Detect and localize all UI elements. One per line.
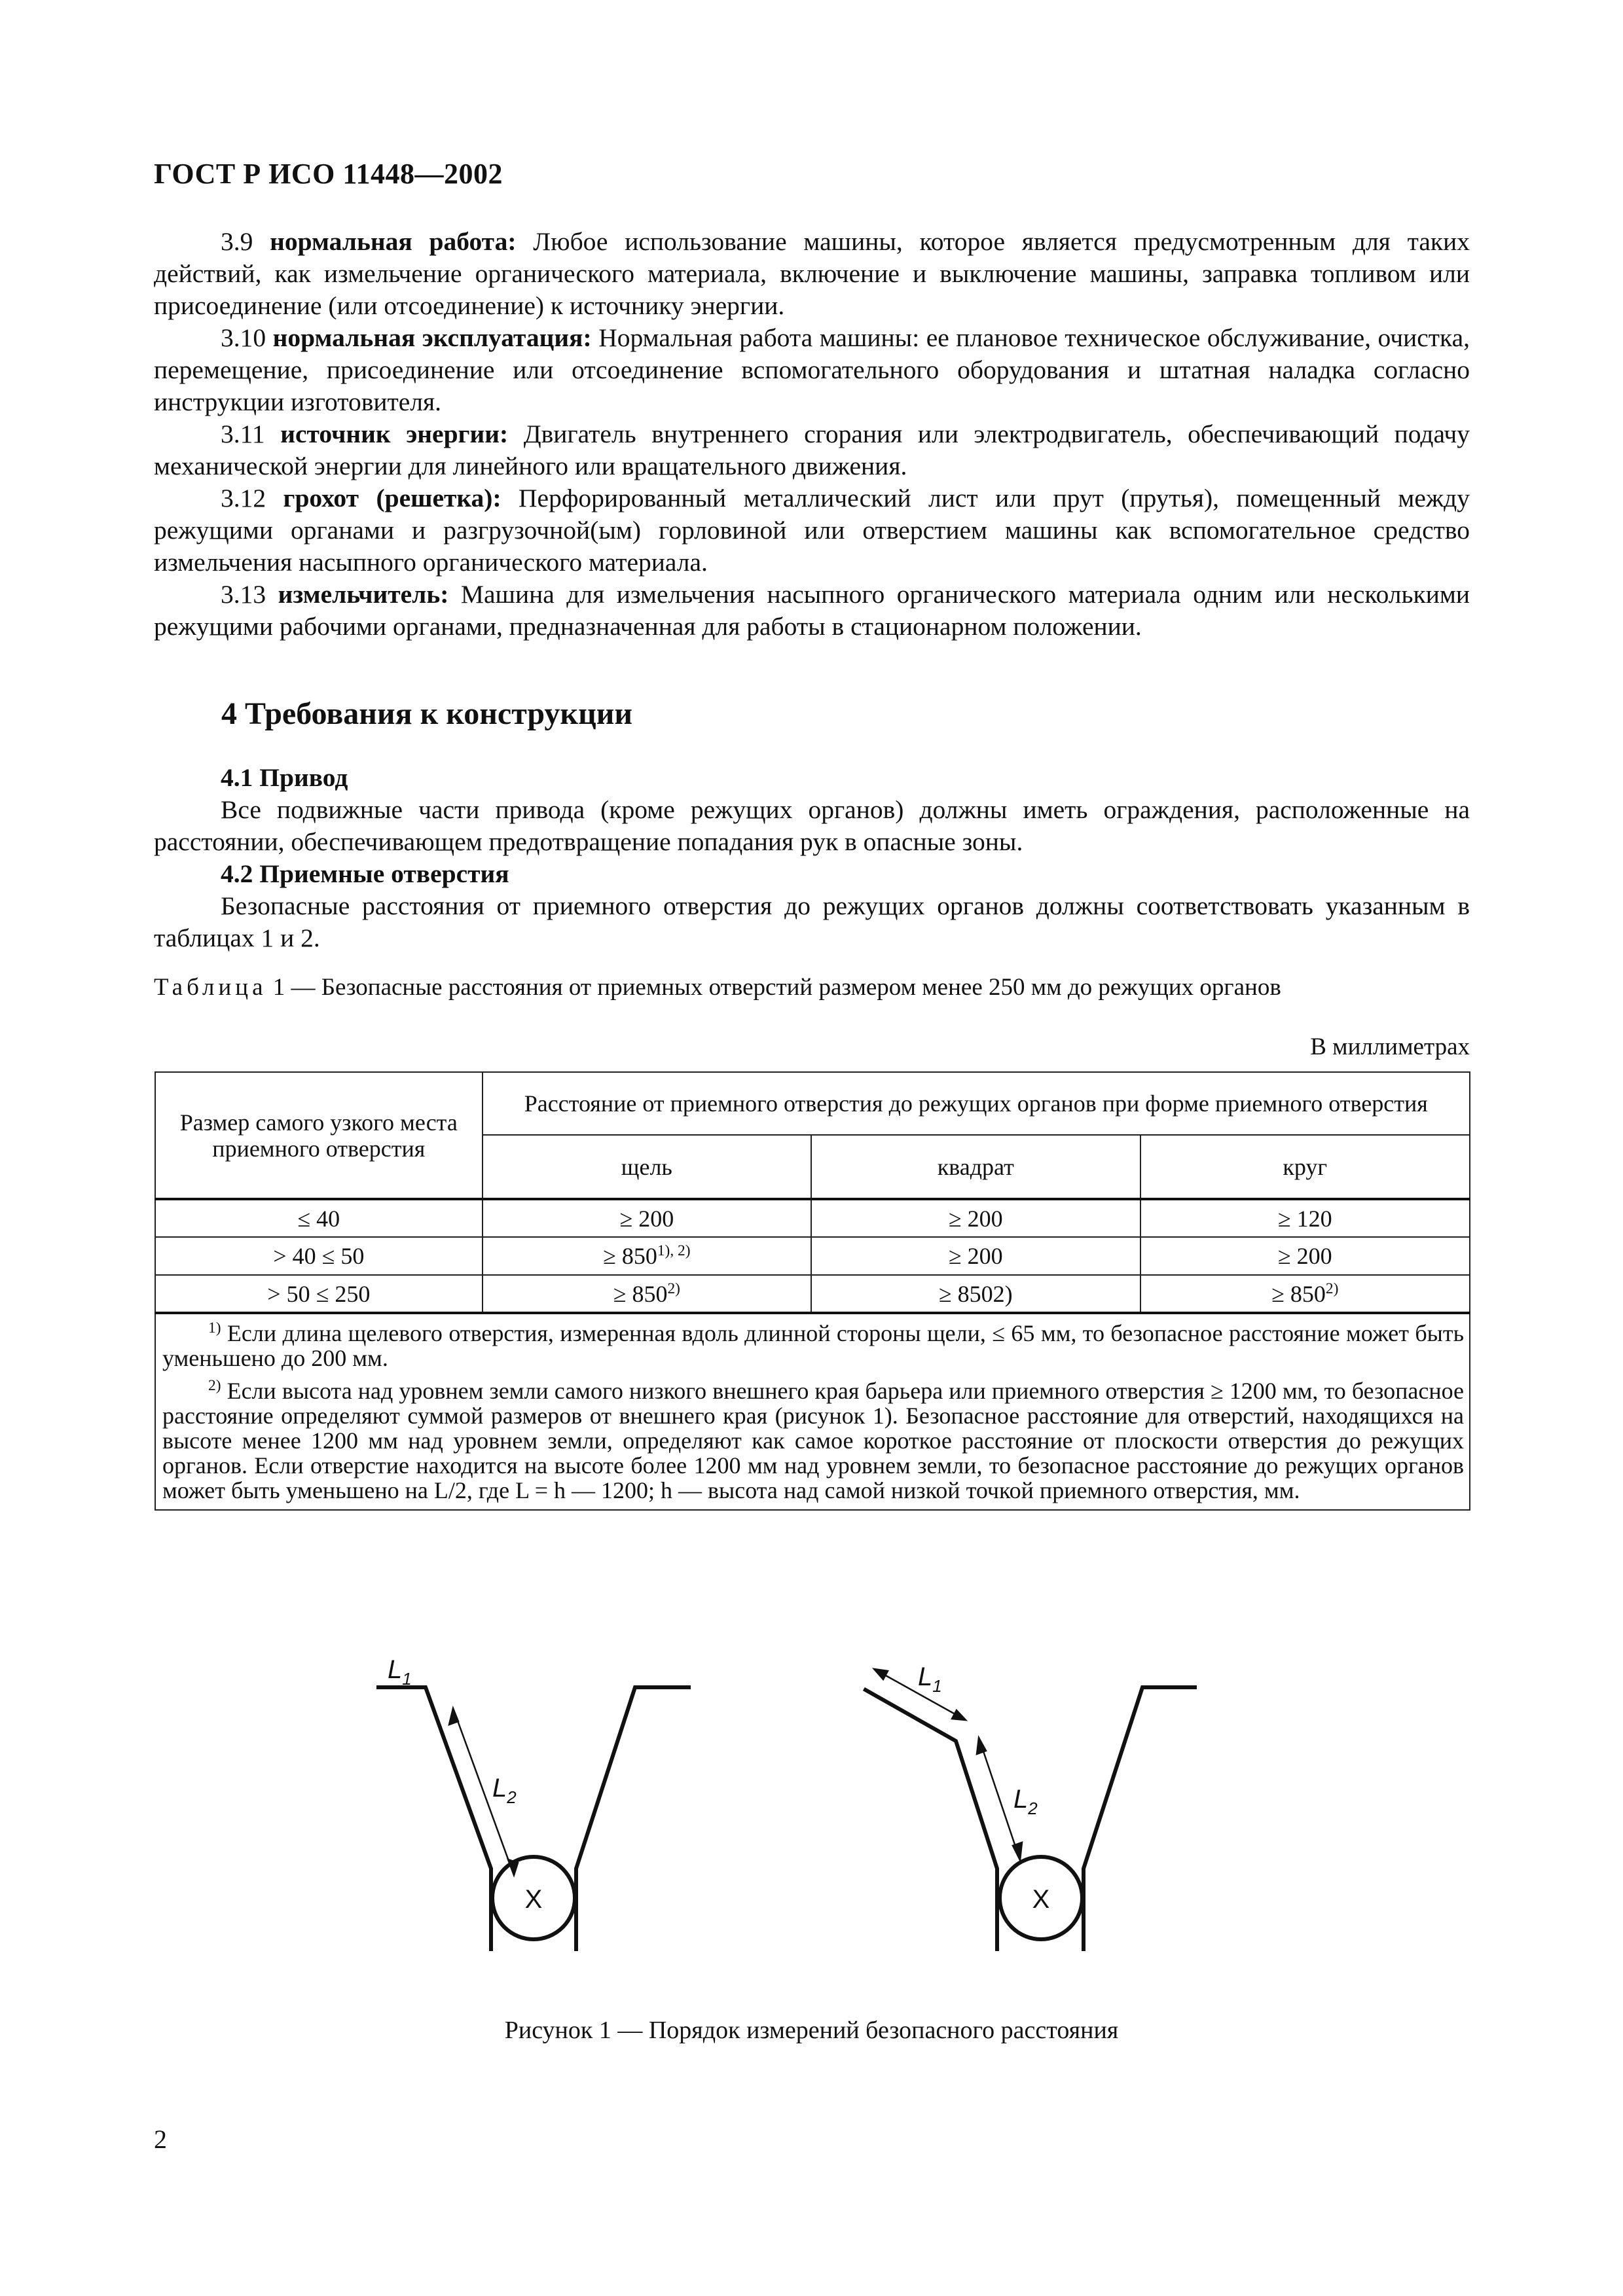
definition-item [154, 482, 1470, 579]
subsection-4-2-title: 4.2 Приемные отверстия [221, 859, 509, 888]
table-note-1: $^{1)}$ Если длина щелевого отверстия, измеренная вдоль длинной стороны щели, ≤ 65 мм, то безопасное расстояние может быть уменьшено до 200 мм. [162, 1319, 1464, 1371]
table-row [155, 1275, 1470, 1313]
label-L2: $L_2$ [492, 1774, 517, 1807]
cell-size: > 40 ≤ 50 [155, 1237, 483, 1275]
cell-square: ≥ 8502) [811, 1275, 1140, 1313]
cell-size: ≤ 40 [155, 1199, 483, 1237]
definition-number: 3.9 [221, 227, 253, 256]
cell-square: ≥ 200 [811, 1199, 1140, 1237]
cell-square: ≥ 200 [811, 1237, 1140, 1275]
table-caption-label: Таблица [154, 974, 267, 1001]
subsection-4-1-title: 4.1 Привод [221, 763, 348, 792]
definition-text: Нормальная работа машины: ее плановое техническое обслуживание, очистка, перемещение, присоединение или отсоединение вспомогательного оборудования и штатная наладка согласно инструкции изготовителя. [154, 323, 1470, 416]
definitions-block [154, 226, 1470, 643]
column-group-header: Расстояние от приемного отверстия до режущих органов при форме приемного отверстия [483, 1072, 1470, 1135]
definition-number: 3.10 [221, 323, 266, 352]
definition-number: 3.12 [221, 484, 266, 512]
section-4-body [154, 762, 1470, 954]
definition-term: нормальная эксплуатация: [272, 323, 592, 352]
table-caption-text: 1 — Безопасные расстояния от приемных отверстий размером менее 250 мм до режущих органов [266, 974, 1281, 1001]
definition-text: Любое использование машины, которое является предусмотренным для таких действий, как измельчение органического материала, включение и выключение машины, заправка топливом или присоединение (или отсоединение) к источнику энергии. [154, 227, 1470, 320]
column-header-circle: круг [1140, 1135, 1470, 1199]
definition-term: измельчитель: [278, 580, 449, 609]
hopper-left-wall [378, 1687, 491, 1949]
cell-slot: ≥ 200 [483, 1199, 811, 1237]
section-4-title: 4 Требования к конструкции [221, 696, 633, 731]
definition-term: нормальная работа: [270, 227, 517, 256]
definition-term: грохот (решетка): [283, 484, 501, 512]
definition-item [154, 418, 1470, 482]
definition-term: источник энергии: [280, 420, 509, 448]
hopper-right-wall [576, 1687, 689, 1949]
center-mark: X [524, 1885, 543, 1914]
definition-item [154, 579, 1470, 643]
column-header-slot: щель [483, 1135, 811, 1199]
column-header-size: Размер самого узкого места приемного отверстия [155, 1072, 483, 1199]
definition-number: 3.13 [221, 580, 266, 609]
definition-item [154, 226, 1470, 322]
hopper-left-wall-angled [866, 1690, 997, 1949]
definition-text: Машина для измельчения насыпного органического материала одним или несколькими режущими рабочими органами, предназначенная для работы в стационарном положении. [154, 580, 1470, 641]
table-row [155, 1237, 1470, 1275]
cell-slot: ≥ $850^{2)}$ [483, 1275, 811, 1313]
page-number: 2 [154, 2125, 167, 2154]
table-notes [155, 1313, 1470, 1510]
subsection-4-1-text: Все подвижные части привода (кроме режущих органов) должны иметь ограждения, расположенные на расстоянии, обеспечивающем предотвращение попадания рук в опасные зоны. [154, 795, 1470, 856]
label-L1: $L_1$ [388, 1655, 412, 1689]
figure-1-caption: Рисунок 1 — Порядок измерений безопасного расстояния [504, 2017, 1119, 2044]
definition-item [154, 322, 1470, 418]
center-mark: X [1032, 1885, 1050, 1914]
subsection-4-2-text: Безопасные расстояния от приемного отверстия до режущих органов должны соответствовать указанным в таблицах 1 и 2. [154, 891, 1470, 952]
definition-number: 3.11 [221, 420, 265, 448]
label-L2: $L_2$ [1013, 1785, 1038, 1818]
cell-size: > 50 ≤ 250 [155, 1275, 483, 1313]
cell-slot: ≥ $850^{1), 2)}$ [483, 1237, 811, 1275]
safe-distance-table [155, 1071, 1470, 1511]
definition-text: Перфорированный металлический лист или прут (прутья), помещенный между режущими органами и разгрузочной(ым) горловиной или отверстием машины как вспомогательное средство измельчения насыпного органического материала. [154, 484, 1470, 577]
table-1-caption [154, 972, 1470, 1003]
table-units: В миллиметрах [1310, 1033, 1470, 1060]
column-header-square: квадрат [811, 1135, 1140, 1199]
table-note-2: $^{2)}$ Если высота над уровнем земли самого низкого внешнего края барьера или приемного отверстия ≥ 1200 мм, то безопасное расстояние определяют суммой размеров от внешнего края (рисунок 1). Безопасное расстояние для отверстий, находящихся на высоте менее 1200 мм над уровнем земли, определяют как самое короткое расстояние от плоскости отверстия до режущих органов. Если отверстие находится на высоте более 1200 мм над уровнем земли, то безопасное расстояние до режущих органов может быть уменьшено на L/2, где L = h — 1200; h — высота над самой низкой точкой приемного отверстия, мм. [162, 1377, 1464, 1503]
figure-1-diagram [354, 1636, 1270, 1977]
cell-circle: ≥ $850^{2)}$ [1140, 1275, 1470, 1313]
cell-circle: ≥ 120 [1140, 1199, 1470, 1237]
definition-text: Двигатель внутреннего сгорания или электродвигатель, обеспечивающий подачу механической энергии для линейного или вращательного движения. [154, 420, 1470, 480]
document-header: ГОСТ Р ИСО 11448—2002 [154, 158, 503, 190]
table-row [155, 1199, 1470, 1237]
label-L1: $L_1$ [918, 1662, 942, 1696]
hopper-right-wall [1084, 1687, 1195, 1949]
cell-circle: ≥ 200 [1140, 1237, 1470, 1275]
